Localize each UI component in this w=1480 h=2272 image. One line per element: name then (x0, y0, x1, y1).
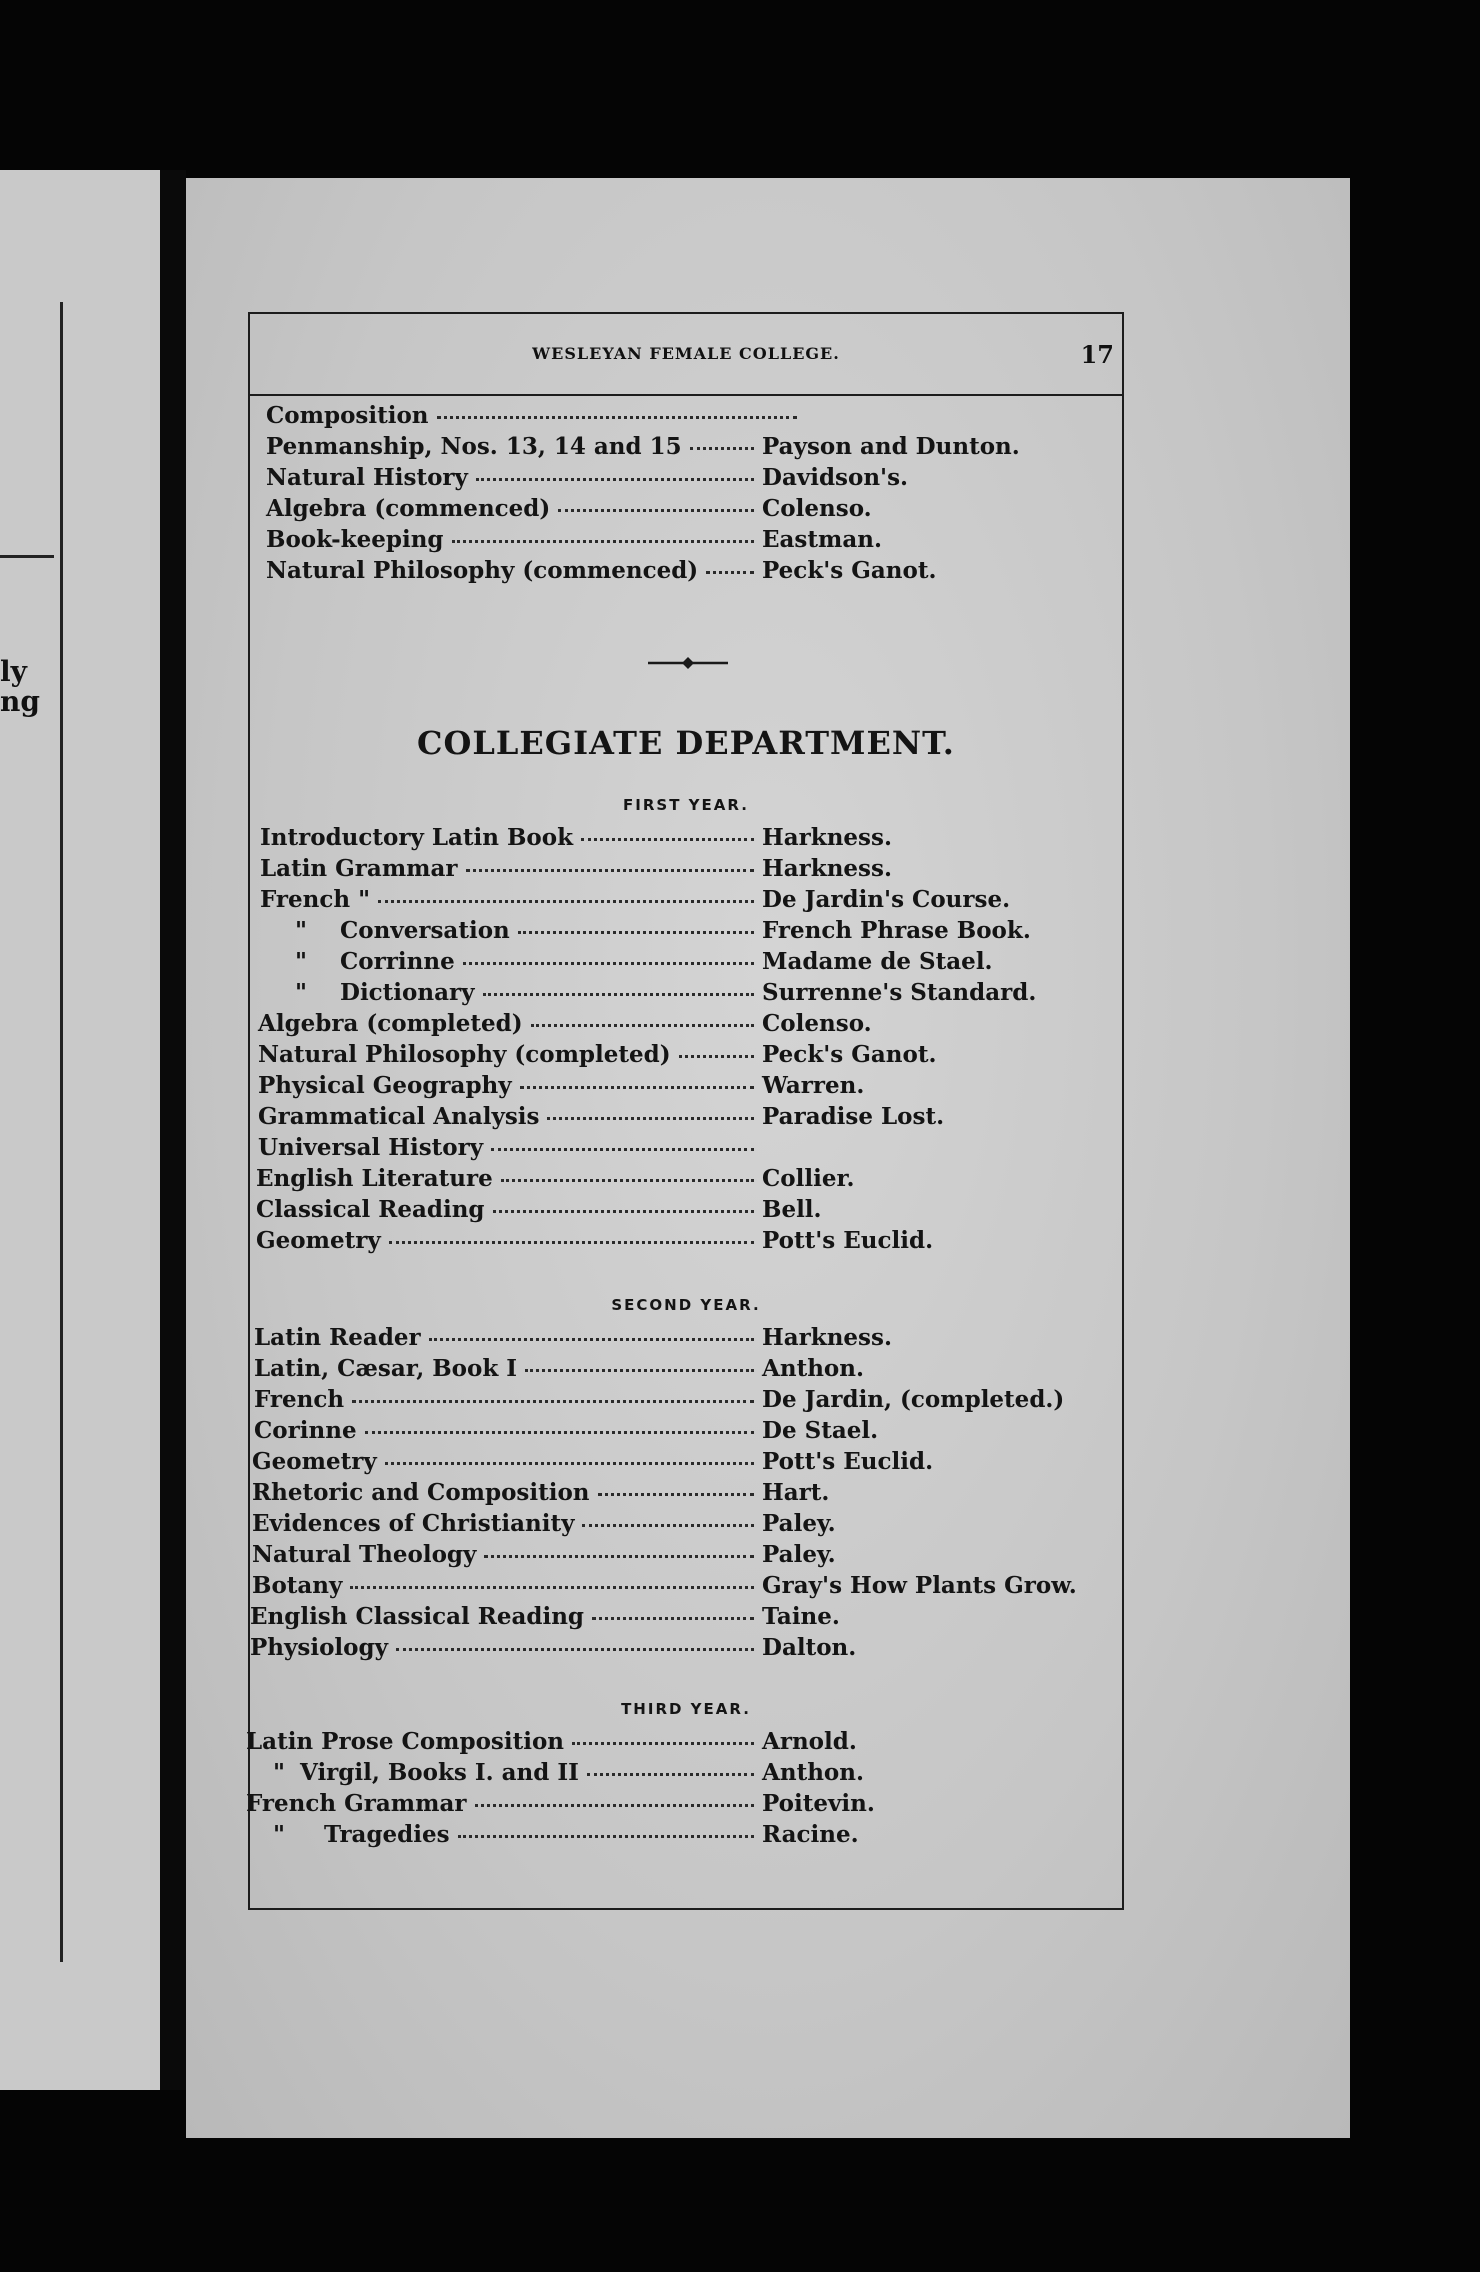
textbook-name: Paley. (762, 1541, 836, 1568)
textbook-name: Bell. (762, 1196, 822, 1223)
subject-name: Physiology (250, 1634, 388, 1661)
textbook-name: Taine. (762, 1603, 840, 1630)
course-row (254, 1417, 1062, 1444)
dot-leader (598, 1493, 754, 1496)
subject-name: Book-keeping (266, 526, 444, 553)
dot-leader (389, 1241, 754, 1244)
subject-name: Corinne (254, 1417, 357, 1444)
course-row (250, 1634, 1062, 1661)
course-row (254, 1324, 1062, 1351)
course-row (256, 1196, 1062, 1223)
dot-leader (437, 416, 797, 419)
course-row (252, 1448, 1062, 1475)
dot-leader (558, 509, 754, 512)
textbook-name: Colenso. (762, 495, 872, 522)
course-row (266, 433, 1062, 460)
textbook-name: Peck's Ganot. (762, 557, 937, 584)
subject-name: Tragedies (324, 1821, 450, 1848)
subject-cell (264, 1759, 579, 1786)
dot-leader (518, 931, 754, 934)
course-row (260, 824, 1062, 851)
course-row (260, 855, 1062, 882)
second-year-heading: SECOND YEAR. (611, 1296, 761, 1314)
dot-leader (466, 869, 754, 872)
textbook-name: Davidson's. (762, 464, 909, 491)
subject-name: French (254, 1386, 345, 1413)
subject-name: French " (260, 886, 371, 913)
textbook-name: De Stael. (762, 1417, 879, 1444)
textbook-name: French Phrase Book. (762, 917, 1031, 944)
dot-leader (452, 540, 755, 543)
subject-name: Natural Theology (252, 1541, 477, 1568)
subject-cell (286, 948, 455, 975)
subject-cell (286, 917, 510, 944)
book-page (186, 178, 1350, 2138)
subject-name: Natural Philosophy (completed) (258, 1041, 671, 1068)
course-row (246, 1790, 1062, 1817)
course-row (258, 1134, 1062, 1161)
subject-cell (286, 979, 475, 1006)
ditto-mark: " (295, 917, 307, 944)
header-rule (250, 394, 1122, 396)
dot-leader (429, 1338, 754, 1341)
dot-leader (520, 1086, 754, 1089)
course-row (286, 948, 1062, 975)
subject-name: Algebra (commenced) (266, 495, 551, 522)
course-row (254, 1386, 1065, 1413)
course-row (286, 979, 1062, 1006)
textbook-name: Gray's How Plants Grow. (762, 1572, 1077, 1599)
subject-name: Classical Reading (256, 1196, 485, 1223)
third-year-heading: THIRD YEAR. (621, 1700, 751, 1718)
ornament-divider (648, 656, 728, 670)
textbook-name: Pott's Euclid. (762, 1227, 934, 1254)
subject-name: Geometry (256, 1227, 381, 1254)
course-row (286, 917, 1062, 944)
textbook-name: Harkness. (762, 1324, 892, 1351)
dot-leader (706, 571, 754, 574)
subject-name: Rhetoric and Composition (252, 1479, 590, 1506)
course-row (266, 526, 1062, 553)
subject-name: Virgil, Books I. and II (300, 1759, 579, 1786)
running-title: WESLEYAN FEMALE COLLEGE. (532, 344, 840, 363)
facing-page-edge (0, 170, 160, 2090)
subject-name: Dictionary (340, 979, 475, 1006)
dot-leader (350, 1586, 754, 1589)
subject-name: Evidences of Christianity (252, 1510, 575, 1537)
subject-cell (264, 1821, 450, 1848)
subject-name: Latin Prose Composition (246, 1728, 565, 1755)
subject-name: Universal History (258, 1134, 484, 1161)
dot-leader (572, 1742, 754, 1745)
ditto-mark: " (295, 979, 307, 1006)
subject-name: Algebra (completed) (258, 1010, 523, 1037)
textbook-name: Colenso. (762, 1010, 872, 1037)
textbook-name: Eastman. (762, 526, 882, 553)
course-row (266, 402, 1062, 429)
course-row (252, 1541, 1062, 1568)
subject-name: French Grammar (246, 1790, 467, 1817)
textbook-name: Hart. (762, 1479, 830, 1506)
subject-name: English Classical Reading (250, 1603, 584, 1630)
subject-name: Latin Reader (254, 1324, 421, 1351)
subject-name: Natural History (266, 464, 468, 491)
course-row (266, 495, 1062, 522)
course-row (256, 1165, 1062, 1192)
dot-leader (525, 1369, 754, 1372)
textbook-name: Warren. (762, 1072, 865, 1099)
subject-name: Botany (252, 1572, 343, 1599)
textbook-name: Madame de Stael. (762, 948, 993, 975)
textbook-name: Payson and Dunton. (762, 433, 1020, 460)
facing-page-frame-line (60, 302, 63, 1962)
subject-name: Composition (266, 402, 429, 429)
course-row (252, 1572, 1108, 1599)
dot-leader (501, 1179, 754, 1182)
facing-page-fragment: ly (0, 655, 27, 688)
textbook-name: Harkness. (762, 855, 892, 882)
ditto-mark: " (295, 948, 307, 975)
textbook-name: De Jardin's Course. (762, 886, 1011, 913)
course-row (252, 1510, 1062, 1537)
dot-leader (679, 1055, 754, 1058)
dot-leader (484, 1555, 754, 1558)
subject-name: Penmanship, Nos. 13, 14 and 15 (266, 433, 682, 460)
first-year-heading: FIRST YEAR. (623, 796, 749, 814)
dot-leader (378, 900, 754, 903)
subject-name: Latin, Cæsar, Book I (254, 1355, 518, 1382)
dot-leader (581, 838, 754, 841)
course-row (246, 1728, 1062, 1755)
course-row (266, 464, 1062, 491)
course-row (258, 1072, 1062, 1099)
subject-name: English Literature (256, 1165, 493, 1192)
course-row (266, 557, 1062, 584)
ditto-mark: " (273, 1759, 285, 1786)
subject-name: Geometry (252, 1448, 377, 1475)
textbook-name: Collier. (762, 1165, 855, 1192)
textbook-name: Paradise Lost. (762, 1103, 945, 1130)
dot-leader (582, 1524, 754, 1527)
page-frame (248, 312, 1124, 1910)
subject-name: Introductory Latin Book (260, 824, 574, 851)
dot-leader (690, 447, 754, 450)
course-row (264, 1821, 1062, 1848)
subject-name: Conversation (340, 917, 510, 944)
dot-leader (458, 1835, 754, 1838)
textbook-name: Racine. (762, 1821, 859, 1848)
facing-page-rule (0, 555, 54, 558)
course-row (258, 1103, 1062, 1130)
textbook-name: Surrenne's Standard. (762, 979, 1037, 1006)
dot-leader (365, 1431, 754, 1434)
course-row (260, 886, 1062, 913)
dot-leader (493, 1210, 754, 1213)
textbook-name: Dalton. (762, 1634, 857, 1661)
dot-leader (547, 1117, 754, 1120)
facing-page-fragment: ng (0, 685, 40, 718)
dot-leader (463, 962, 754, 965)
dot-leader (385, 1462, 754, 1465)
subject-name: Natural Philosophy (commenced) (266, 557, 699, 584)
dot-leader (396, 1648, 754, 1651)
dot-leader (491, 1148, 754, 1151)
book-gutter (160, 170, 186, 2090)
department-title: COLLEGIATE DEPARTMENT. (417, 724, 955, 762)
textbook-name: Anthon. (762, 1355, 864, 1382)
course-row (250, 1603, 1062, 1630)
dot-leader (531, 1024, 754, 1027)
course-row (264, 1759, 1062, 1786)
textbook-name: Pott's Euclid. (762, 1448, 934, 1475)
course-row (254, 1355, 1062, 1382)
textbook-name: Peck's Ganot. (762, 1041, 937, 1068)
textbook-name: De Jardin, (completed.) (762, 1386, 1065, 1413)
course-row (252, 1479, 1062, 1506)
dot-leader (592, 1617, 754, 1620)
course-row (258, 1041, 1062, 1068)
dot-leader (352, 1400, 754, 1403)
textbook-name: Paley. (762, 1510, 836, 1537)
dot-leader (476, 478, 754, 481)
subject-name: Corrinne (340, 948, 455, 975)
ditto-mark: " (273, 1821, 285, 1848)
subject-name: Latin Grammar (260, 855, 458, 882)
subject-name: Physical Geography (258, 1072, 512, 1099)
course-row (256, 1227, 1062, 1254)
textbook-name: Poitevin. (762, 1790, 875, 1817)
textbook-name: Arnold. (762, 1728, 857, 1755)
subject-name: Grammatical Analysis (258, 1103, 540, 1130)
dot-leader (587, 1773, 754, 1776)
page-number: 17 (1080, 340, 1114, 369)
textbook-name: Anthon. (762, 1759, 864, 1786)
textbook-name: Harkness. (762, 824, 892, 851)
course-row (258, 1010, 1062, 1037)
dot-leader (483, 993, 755, 996)
dot-leader (475, 1804, 755, 1807)
